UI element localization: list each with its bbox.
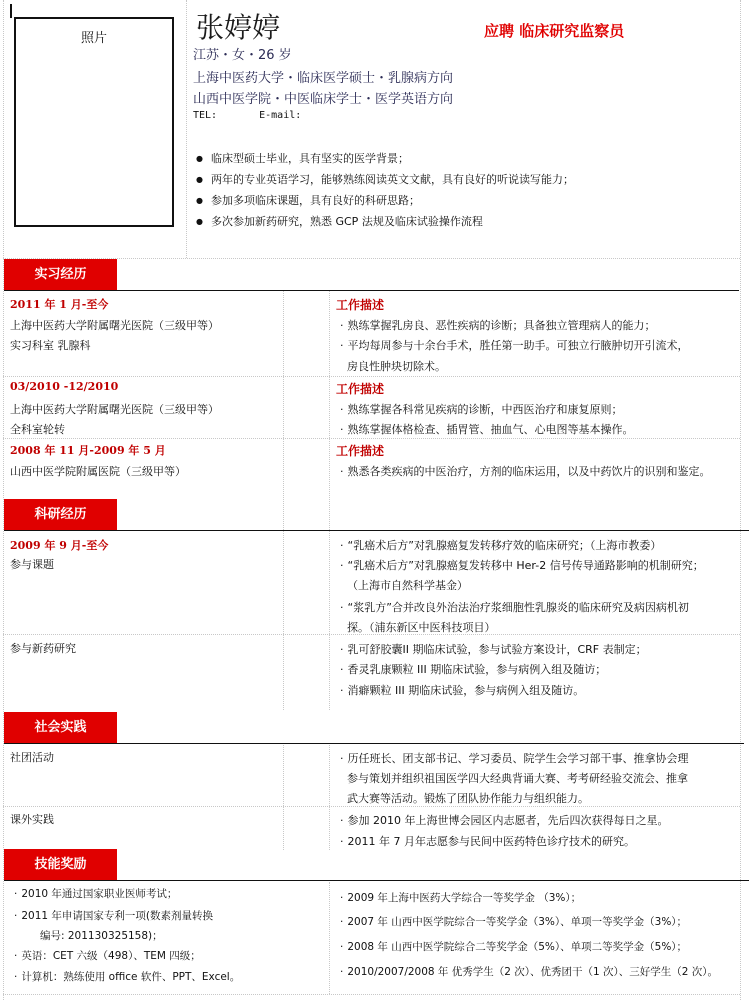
club-activity-label: 社团活动: [10, 751, 54, 764]
education-bachelor: 山西中医学院・中医临床学士・医学英语方向: [193, 92, 454, 107]
outside-practice: · 参加 2010 年上海世博会园区内志愿者，先后四次获得每日之星。: [340, 812, 669, 828]
new-drug-label: 参与新药研究: [10, 642, 76, 655]
section-internship: 实习经历: [4, 259, 117, 290]
section-skills: 技能奖励: [4, 849, 117, 880]
internship-1-bullet-cont: 房良性肿块切除术。: [347, 360, 446, 373]
internship-2-date: 03/2010 -12/2010: [10, 380, 119, 393]
section-social: 社会实践: [4, 712, 117, 743]
award-item: · 2008 年 山西中医学院综合二等奖学金（5%）、单项二等奖学金（5%）；: [340, 939, 687, 954]
internship-2-bullet: · 熟练掌握各科常见疾病的诊断，中西医治疗和康复原则；: [340, 401, 623, 417]
research-topic-cont: （上海市自然科学基金）: [347, 579, 468, 592]
skill-item-cont: 编号: 201130325158)；: [40, 930, 163, 942]
grid-col-a: [283, 290, 284, 710]
internship-2-org: 上海中医药大学附属曙光医院（三级甲等）: [10, 403, 219, 416]
grid-row-2: [3, 438, 740, 439]
internship-1-bullet: · 熟练掌握乳房良、恶性疾病的诊断；具备独立管理病人的能力；: [340, 317, 656, 333]
contact-line: [193, 110, 301, 121]
grid-row-1: [3, 376, 740, 377]
personal-info: 江苏・女・26 岁: [193, 48, 292, 63]
new-drug-item: · 消癖颗粒 III 期临床试验，参与病例入组及随访。: [340, 682, 584, 698]
research-topic: · “乳癌术后方”对乳腺癌复发转移中 Her-2 信号传导通路影响的机制研究；: [340, 557, 704, 573]
award-item: · 2009 年上海中医药大学综合一等奖学金 （3%）；: [340, 890, 581, 905]
research-topic-cont: 探。（浦东新区中医科技项目）: [347, 621, 496, 634]
work-desc-label: 工作描述: [336, 444, 385, 458]
section-rule: [4, 290, 739, 291]
award-item: · 2010/2007/2008 年 优秀学生（2 次）、优秀团干（1 次）、三好学生（2 次）。: [340, 964, 718, 979]
section-rule: [4, 530, 749, 531]
skill-item: · 2011 年申请国家专利一项(数素剂量转换: [14, 908, 213, 923]
internship-1-dept: 实习科室 乳腺科: [10, 339, 91, 352]
cursor-mark: [10, 4, 12, 18]
internship-1-org: 上海中医药大学附属曙光医院（三级甲等）: [10, 319, 219, 332]
internship-3-bullet: · 熟悉各类疾病的中医治疗，方剂的临床运用，以及中药饮片的识别和鉴定。: [340, 463, 711, 479]
award-item: · 2007 年 山西中医学院综合一等奖学金（3%）、单项一等奖学金（3%）；: [340, 914, 687, 929]
internship-1-bullet: · 平均每周参与十余台手术，胜任第一助手。可独立行腋肿切开引流术，: [340, 337, 689, 353]
research-topic: · “浆乳方”合并改良外治法治疗浆细胞性乳腺炎的临床研究及病因病机初: [340, 599, 689, 615]
grid-right-border: [740, 0, 741, 1000]
education-master: 上海中医药大学・临床医学硕士・乳腺病方向: [193, 71, 454, 86]
skill-item: · 2010 年通过国家职业医师考试；: [14, 886, 177, 901]
summary-item: ● 多次参加新药研究，熟悉 GCP 法规及临床试验操作流程: [196, 213, 483, 229]
grid-col-c: [283, 745, 284, 850]
internship-2-bullet: · 熟练掌握体格检查、插胃管、抽血气、心电图等基本操作。: [340, 421, 634, 437]
outside-practice: · 2011 年 7 月年志愿参与民间中医药特色诊疗技术的研究。: [340, 833, 635, 849]
summary-item: ● 临床型硕士毕业，具有坚实的医学背景；: [196, 150, 409, 166]
section-research: 科研经历: [4, 499, 117, 530]
club-activity-cont: 武大赛等活动。锻炼了团队协作能力与组织能力。: [347, 792, 589, 805]
grid-col-e: [329, 882, 330, 994]
grid-col-b: [329, 290, 330, 710]
internship-3-org: 山西中医学院附属医院（三级甲等）: [10, 465, 186, 478]
work-desc-label: 工作描述: [336, 382, 385, 396]
photo-label: 照片: [80, 31, 107, 46]
grid-header-divider: [186, 0, 187, 258]
work-desc-label: 工作描述: [336, 298, 385, 312]
email-label: E-mail:: [259, 110, 302, 121]
research-topic: · “乳癌术后方”对乳腺癌复发转移疗效的临床研究；（上海市教委）: [340, 537, 661, 553]
new-drug-item: · 香灵乳康颗粒 III 期临床试验，参与病例入组及随访；: [340, 661, 606, 677]
club-activity: · 历任班长、团支部书记、学习委员、院学生会学习部干事、推拿协会理: [340, 750, 689, 766]
photo-placeholder: [14, 17, 174, 227]
internship-3-date: 2008 年 11 月-2009 年 5 月: [10, 444, 166, 457]
internship-1-date: 2011 年 1 月-至今: [10, 298, 109, 311]
section-rule: [4, 880, 749, 881]
outside-practice-label: 课外实践: [10, 813, 54, 826]
new-drug-item: · 乳可舒胶囊II 期临床试验，参与试验方案设计，CRF 表制定；: [340, 641, 647, 657]
research-topic-label: 参与课题: [10, 558, 54, 571]
applied-position: 应聘 临床研究监察员: [484, 22, 625, 40]
summary-item: ● 参加多项临床课题，具有良好的科研思路；: [196, 192, 420, 208]
club-activity-cont: 参与策划并组织祖国医学四大经典背诵大赛、考考研经验交流会、推拿: [347, 772, 688, 785]
tel-label: TEL:: [193, 110, 218, 121]
section-rule: [4, 743, 744, 744]
grid-col-d: [329, 745, 330, 850]
summary-item: ● 两年的专业英语学习，能够熟练阅读英文文献，具有良好的听说读写能力；: [196, 171, 574, 187]
candidate-name: 张婷婷: [196, 11, 281, 44]
grid-row-4: [3, 806, 740, 807]
grid-row-5: [3, 994, 740, 995]
research-date: 2009 年 9 月-至今: [10, 539, 109, 552]
skill-item: · 计算机：熟练使用 office 软件、PPT、Excel。: [14, 969, 240, 984]
internship-2-dept: 全科室轮转: [10, 423, 65, 436]
skill-item: · 英语：CET 六级（498）、TEM 四级；: [14, 948, 201, 963]
